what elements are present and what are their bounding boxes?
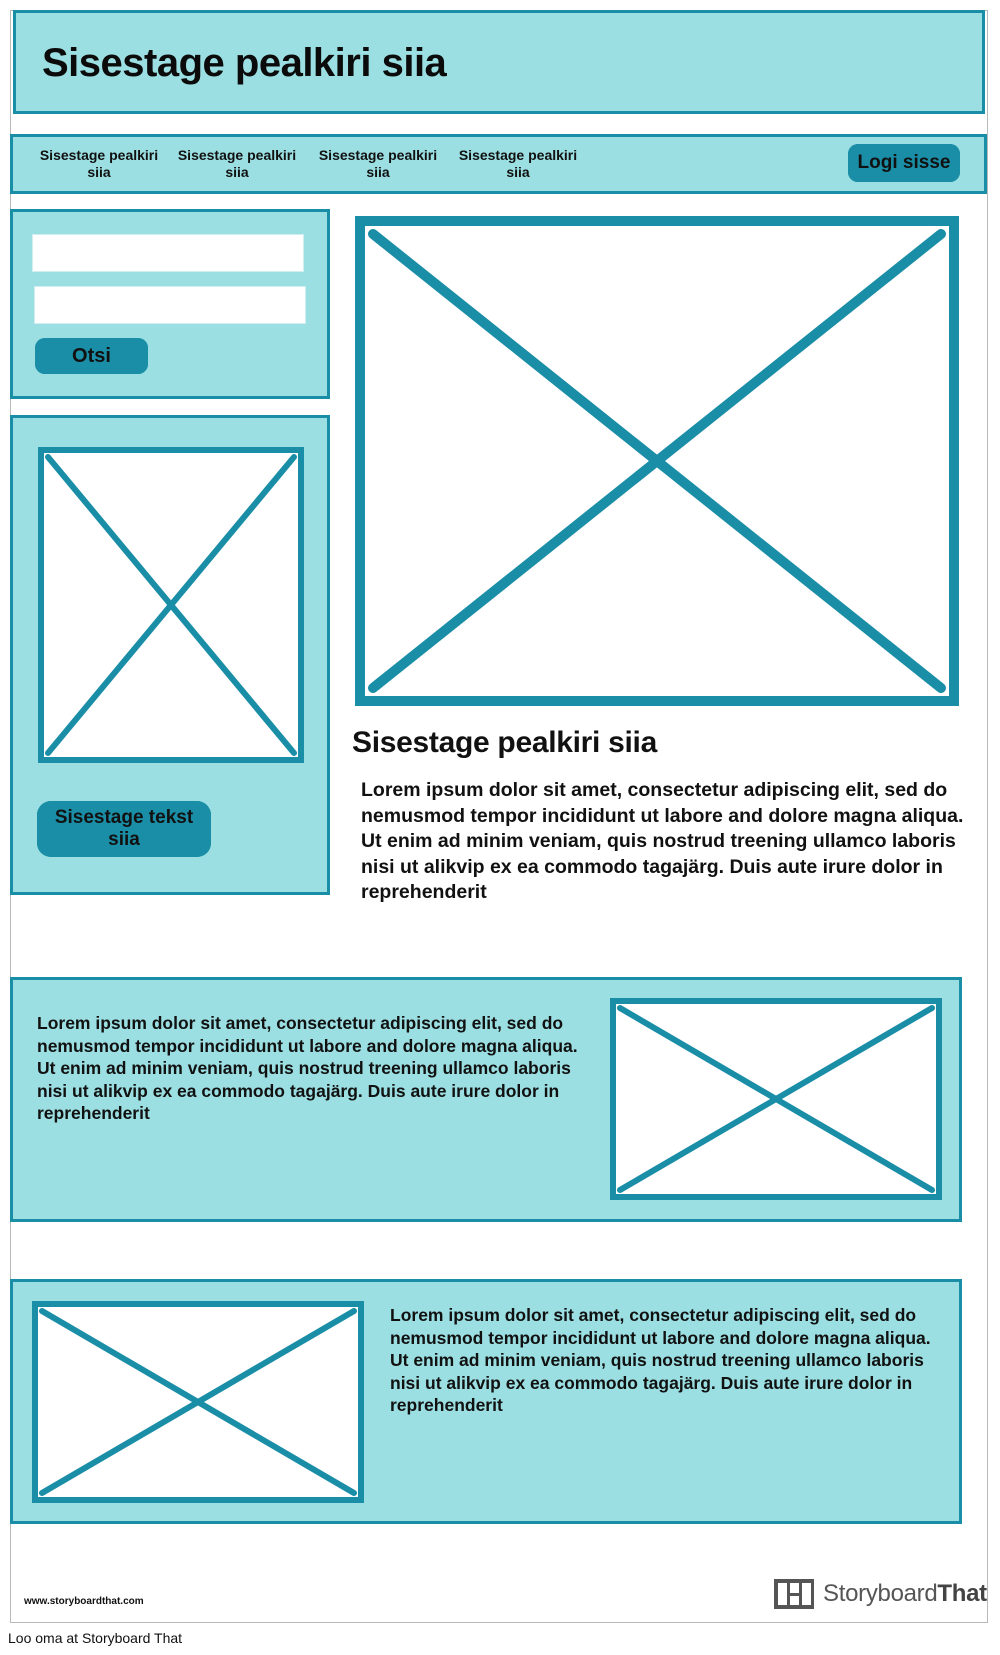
nav-bar [10,134,987,194]
nav-item-2[interactable]: Sisestage pealkiri siia [177,147,297,180]
main-paragraph: Lorem ipsum dolor sit amet, consectetur adipiscing elit, sed do nemusmod tempor incididunt ut labore and dolore magna aliqua. Ut enim ad minim veniam, quis nostrud treening ullamco laboris nisi ut alikvip ex ea commodo tagajärg. Duis aute irure dolor in reprehenderit [361,779,964,903]
search-input-2[interactable] [34,286,306,324]
image-placeholder-icon [38,447,304,763]
search-button[interactable]: Otsi [35,338,148,374]
image-placeholder-icon [610,998,942,1200]
login-button[interactable]: Logi sisse [848,144,960,182]
row1-paragraph: Lorem ipsum dolor sit amet, consectetur adipiscing elit, sed do nemusmod tempor incididunt ut labore and dolore magna aliqua. Ut enim ad minim veniam, quis nostrud treening ullamco laboris nisi ut alikvip ex ea commodo tagajärg. Duis aute irure dolor in reprehenderit [37,1013,578,1123]
image-placeholder-icon [32,1301,364,1503]
storyboard-logo-icon [773,1578,815,1610]
nav-item-4[interactable]: Sisestage pealkiri siia [458,147,578,180]
logo-text: StoryboardThat [823,1580,987,1607]
page-header [13,10,985,114]
nav-item-1[interactable]: Sisestage pealkiri siia [39,147,159,180]
search-input-1[interactable] [32,234,304,272]
page-caption: Loo oma at Storyboard That [8,1630,183,1646]
image-placeholder-icon [355,216,959,706]
footer-url: www.storyboardthat.com [24,1596,144,1607]
main-section-title: Sisestage pealkiri siia [352,726,657,759]
row2-paragraph: Lorem ipsum dolor sit amet, consectetur adipiscing elit, sed do nemusmod tempor incididunt ut labore and dolore magna aliqua. Ut enim ad minim veniam, quis nostrud treening ullamco laboris nisi ut alikvip ex ea commodo tagajärg. Duis aute irure dolor in reprehenderit [390,1305,931,1415]
sidebar-text-button[interactable]: Sisestage tekst siia [37,801,211,857]
nav-item-3[interactable]: Sisestage pealkiri siia [318,147,438,180]
storyboard-logo [773,1577,987,1611]
page-title: Sisestage pealkiri siia [42,41,447,85]
